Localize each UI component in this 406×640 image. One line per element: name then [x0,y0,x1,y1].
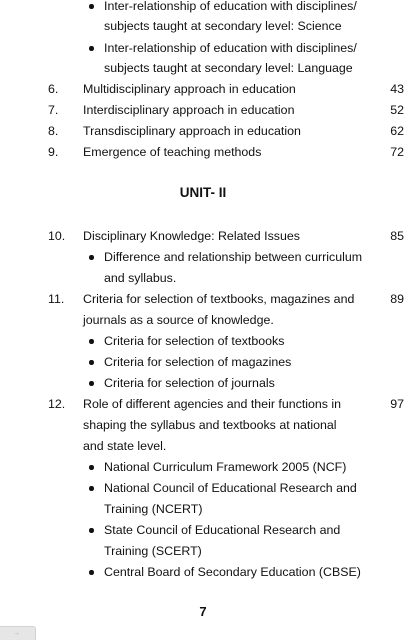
toc-entry-number: 11. [48,292,65,306]
toc-entry-number: 6. [48,82,59,96]
toc-entry-page: 97 [390,397,404,411]
toc-entry-page: 52 [390,103,404,117]
page-number: 7 [199,604,207,619]
toc-bullet-text: Inter-relationship of education with disciplines/ [104,41,357,55]
toc-entry-title: shaping the syllabus and textbooks at national [83,418,337,432]
toc-entry-title: Emergence of teaching methods [83,145,262,159]
toc-entry-number: 12. [48,397,66,411]
toc-entry-page: 43 [390,82,404,96]
toc-entry-number: 9. [48,145,59,159]
toc-entry-page: 89 [390,292,404,306]
toc-entry-page: 72 [390,145,404,159]
bullet-icon [89,4,94,9]
toc-bullet-text: Difference and relationship between curriculum [104,250,363,264]
toc-entry-title: Disciplinary Knowledge: Related Issues [83,229,300,243]
bullet-icon [89,486,94,491]
toc-bullet-text: subjects taught at secondary level: Language [104,61,353,75]
toc-bullet-text: Criteria for selection of journals [104,376,275,390]
toc-bullet-text: National Council of Educational Research and [104,481,357,495]
page-nav-tab[interactable] [0,626,36,640]
toc-entry-page: 85 [390,229,404,243]
toc-bullet-text: Central Board of Secondary Education (CBSE) [104,565,361,579]
toc-bullet-text: subjects taught at secondary level: Science [104,19,342,33]
bullet-icon [89,255,94,260]
bullet-icon [89,570,94,575]
toc-bullet-text: State Council of Educational Research and [104,523,341,537]
toc-bullet-text: Training (SCERT) [104,544,202,558]
toc-entry-title: Transdisciplinary approach in education [83,124,301,138]
bullet-icon [89,360,94,365]
arrow-right-icon: → [13,630,20,637]
toc-bullet-text: Training (NCERT) [104,502,203,516]
toc-bullet-text: National Curriculum Framework 2005 (NCF) [104,460,347,474]
toc-bullet-text: Inter-relationship of education with disciplines/ [104,0,357,13]
toc-entry-number: 7. [48,103,59,117]
toc-entry-title: Multidisciplinary approach in education [83,82,296,96]
bullet-icon [89,46,94,51]
toc-bullet-text: Criteria for selection of textbooks [104,334,285,348]
toc-entry-title: and state level. [83,439,167,453]
bullet-icon [89,381,94,386]
toc-entry-page: 62 [390,124,404,138]
toc-entry-number: 8. [48,124,59,138]
unit-heading: UNIT- II [179,185,227,200]
toc-bullet-text: Criteria for selection of magazines [104,355,292,369]
toc-bullet-text: and syllabus. [104,271,177,285]
toc-entry-title: Interdisciplinary approach in education [83,103,295,117]
bullet-icon [89,528,94,533]
bullet-icon [89,339,94,344]
toc-entry-title: Criteria for selection of textbooks, magazines and [83,292,355,306]
toc-entry-title: journals as a source of knowledge. [83,313,274,327]
bullet-icon [89,465,94,470]
toc-entry-number: 10. [48,229,66,243]
toc-entry-title: Role of different agencies and their functions in [83,397,342,411]
